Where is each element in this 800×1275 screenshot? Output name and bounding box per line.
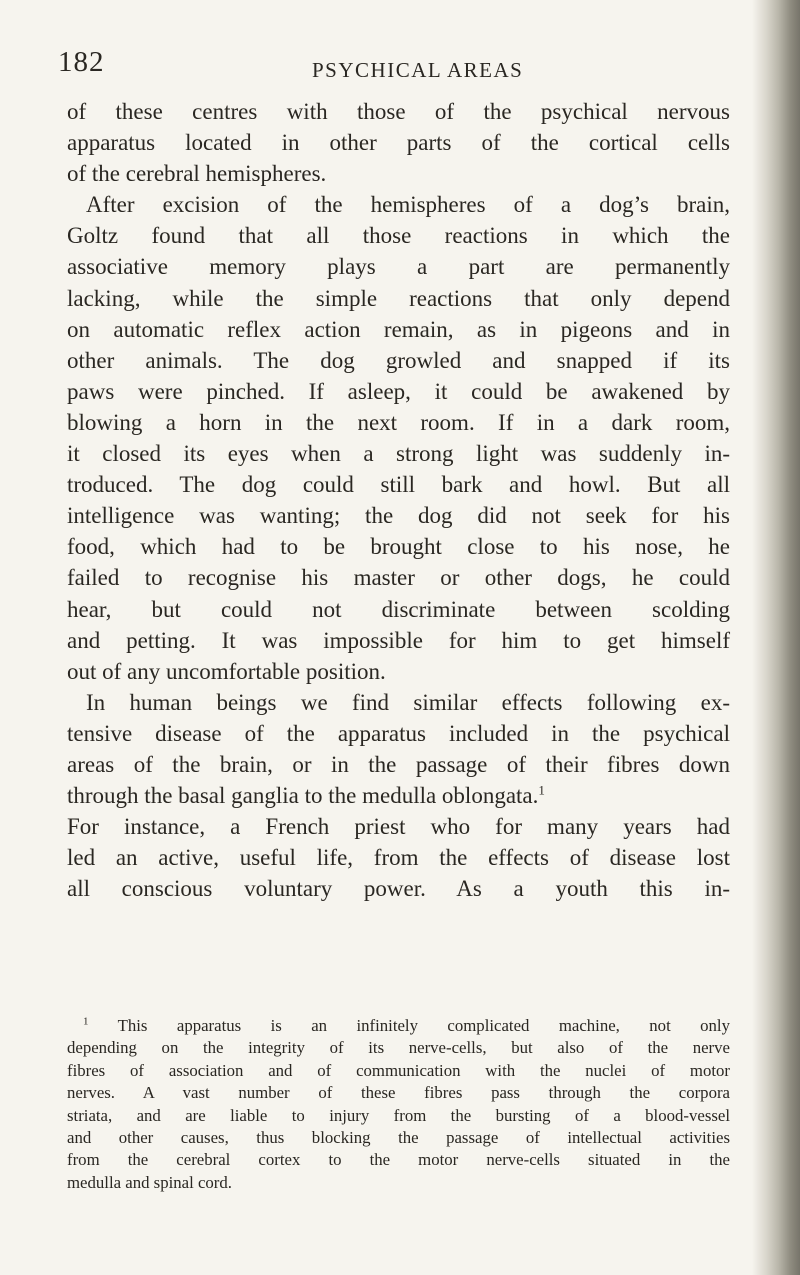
footnote-line: nerves. A vast number of these fibres pass through the corpora	[67, 1083, 730, 1103]
footnote-first-line	[67, 1015, 730, 1037]
body-line: led an active, useful life, from the effects of disease lost	[67, 845, 730, 871]
footnote-line: medulla and spinal cord.	[67, 1172, 232, 1192]
page-number: 182	[58, 46, 105, 78]
body-line-with-footnote-ref	[67, 780, 730, 811]
body-line: other animals. The dog growled and snapped if its	[67, 347, 730, 373]
body-line: associative memory plays a part are permanently	[67, 254, 730, 280]
body-line: intelligence was wanting; the dog did not seek for his	[67, 503, 730, 529]
body-line: food, which had to be brought close to his nose, he	[67, 534, 730, 560]
body-line: For instance, a French priest who for many years had	[67, 814, 730, 840]
footnote-line-text: This apparatus is an infinitely complicated machine, not only	[117, 1016, 730, 1035]
body-line: paws were pinched. If asleep, it could be awakened by	[67, 378, 730, 404]
body-line: failed to recognise his master or other dogs, he could	[67, 565, 730, 591]
footnote-reference[interactable]: 1	[538, 782, 545, 798]
footnote	[67, 1015, 730, 1194]
paragraph-start-line: In human beings we find similar effects following ex-	[86, 689, 730, 715]
body-text	[67, 96, 730, 904]
body-line: apparatus located in other parts of the cortical cells	[67, 130, 730, 156]
body-line: tensive disease of the apparatus included in the psychical	[67, 720, 730, 746]
body-line: areas of the brain, or in the passage of their fibres down	[67, 751, 730, 777]
footnote-line: fibres of association and of communication with the nuclei of motor	[67, 1060, 730, 1080]
running-head: PSYCHICAL AREAS	[312, 58, 524, 82]
body-line: out of any uncomfortable position.	[67, 658, 386, 684]
footnote-line: and other causes, thus blocking the passage of intellectual activities	[67, 1128, 730, 1148]
page-gutter-shadow	[752, 0, 800, 1275]
body-line: it closed its eyes when a strong light was suddenly in-	[67, 441, 730, 467]
body-line: of these centres with those of the psychical nervous	[67, 99, 730, 124]
paragraph-start-line: After excision of the hemispheres of a dog’s brain,	[86, 192, 730, 218]
body-line: lacking, while the simple reactions that only depend	[67, 285, 730, 311]
body-line: blowing a horn in the next room. If in a dark room,	[67, 409, 730, 435]
footnote-line: depending on the integrity of its nerve-cells, but also of the nerve	[67, 1038, 730, 1058]
body-line: and petting. It was impossible for him to get himself	[67, 627, 730, 653]
footnote-line: striata, and are liable to injury from the bursting of a blood-vessel	[67, 1105, 730, 1125]
body-line: Goltz found that all those reactions in which the	[67, 223, 730, 249]
body-line-text: through the basal ganglia to the medulla oblongata.	[67, 783, 539, 809]
footnote-line: from the cerebral cortex to the motor nerve-cells situated in the	[67, 1150, 730, 1170]
body-line: hear, but could not discriminate between scolding	[67, 596, 730, 622]
footnote-marker: 1	[83, 1015, 89, 1028]
body-line: troduced. The dog could still bark and howl. But all	[67, 472, 730, 498]
body-line: on automatic reflex action remain, as in pigeons and in	[67, 316, 730, 342]
body-line: all conscious voluntary power. As a youth this in-	[67, 876, 730, 902]
body-line: of the cerebral hemispheres.	[67, 161, 327, 187]
